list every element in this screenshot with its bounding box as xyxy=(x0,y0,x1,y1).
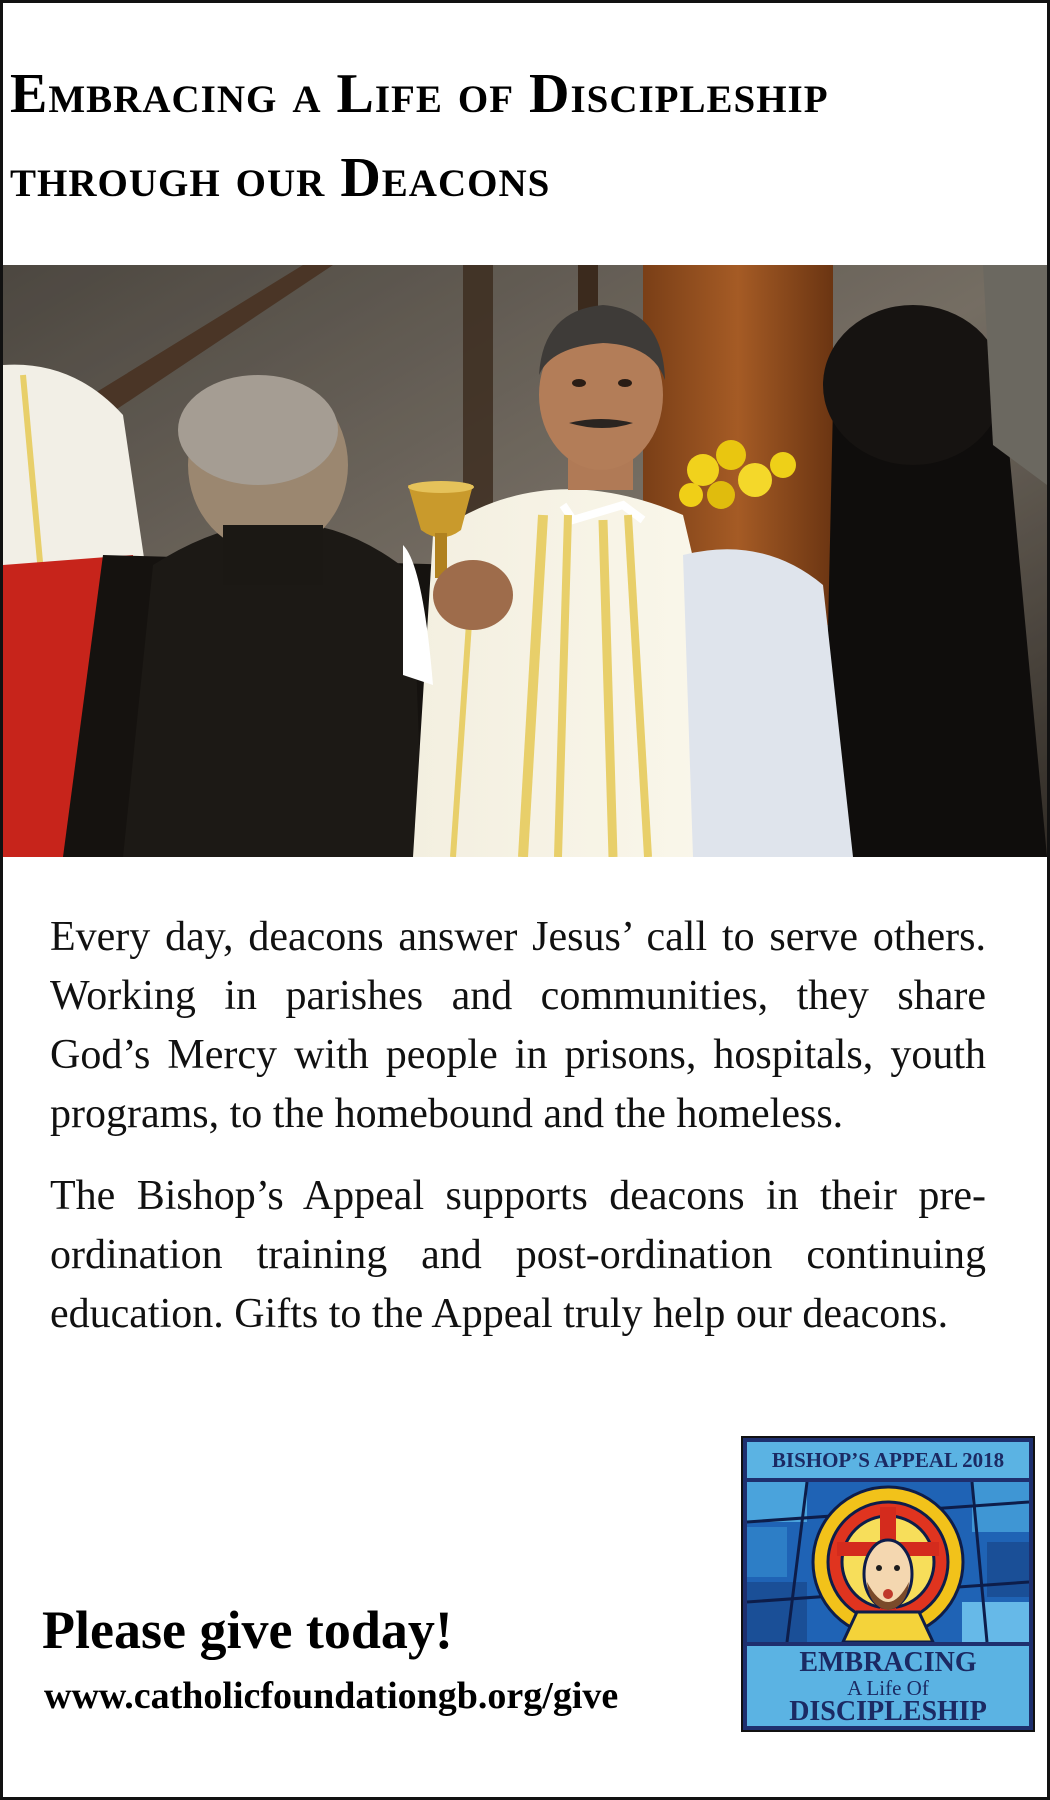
logo-line-1: EMBRACING xyxy=(799,1647,977,1678)
headline xyxy=(10,52,1035,220)
headline-line-2: through our Deacons xyxy=(10,147,551,209)
deacon-photo xyxy=(3,265,1047,857)
logo-line-2: A Life Of xyxy=(847,1676,929,1700)
headline-line-1: Embracing a Life of Discipleship xyxy=(10,63,829,125)
logo-top-banner: BISHOP’S APPEAL 2018 xyxy=(747,1442,1029,1478)
deacon-photo-illustration xyxy=(3,265,1047,857)
body-text xyxy=(50,908,986,1367)
donation-url[interactable]: www.catholicfoundationgb.org/give xyxy=(44,1675,619,1717)
body-paragraph-2: The Bishop’s Appeal supports deacons in their pre-ordination training and post-ordination continuing education. Gifts to the Appeal truly help our deacons. xyxy=(50,1173,986,1337)
logo-bottom-banner xyxy=(747,1646,1029,1726)
logo-line-3: DISCIPLESHIP xyxy=(789,1696,987,1727)
body-paragraph-1: Every day, deacons answer Jesus’ call to serve others. Working in parishes and communities, they share God’s Mercy with people in prisons, hospitals, youth programs, to the homebound and the homeless. xyxy=(50,914,986,1137)
bishops-appeal-logo xyxy=(741,1436,1035,1732)
call-to-action: Please give today! xyxy=(42,1600,453,1660)
stained-glass-christ-icon xyxy=(747,1482,1029,1642)
